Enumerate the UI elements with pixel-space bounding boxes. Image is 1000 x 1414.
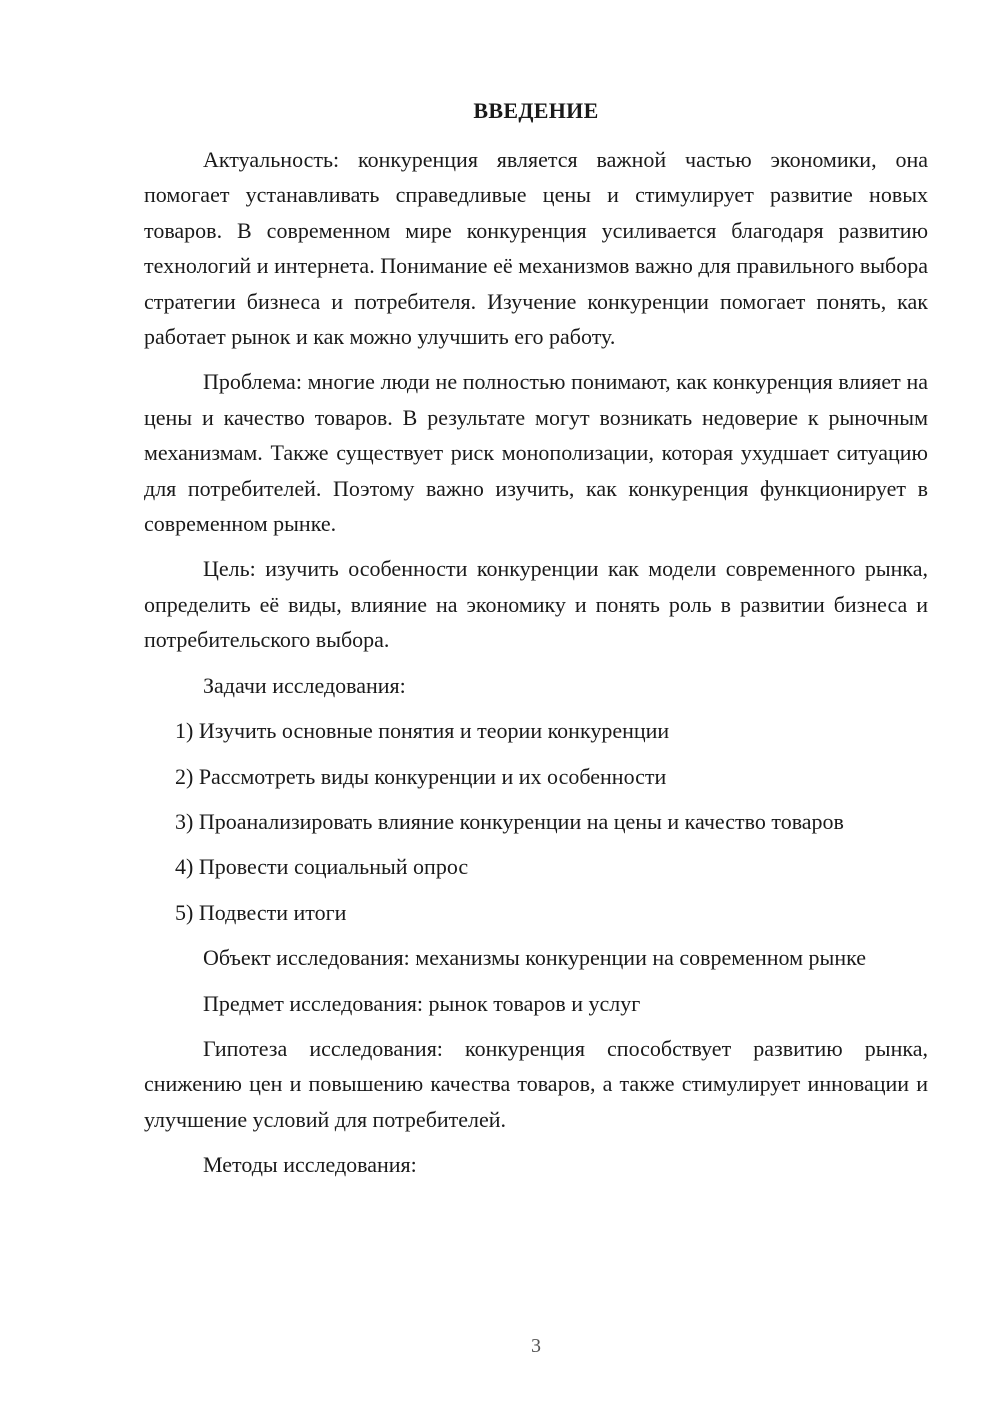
paragraph-problem: Проблема: многие люди не полностью понимают, как конкуренция влияет на цены и качество товаров. В результате могут возникать недоверие к рыночным механизмам. Также существует риск монополизации, которая ухудшает ситуацию для потребителей. Поэтому важно изучить, как конкуренция функционирует в современном рынке.: [144, 369, 928, 537]
page-number: 3: [531, 1335, 541, 1357]
paragraph-subject: Предмет исследования: рынок товаров и услуг: [203, 990, 641, 1016]
task-item: 3) Проанализировать влияние конкуренции на цены и качество товаров: [175, 808, 844, 834]
paragraph-object: Объект исследования: механизмы конкуренции на современном рынке: [203, 945, 867, 971]
paragraph-relevance: Актуальность: конкуренция является важной частью экономики, она помогает устанавливать справедливые цены и стимулирует развитие новых товаров. В современном мире конкуренция усиливается благодаря развитию технологий и интернета. Понимание её механизмов важно для правильного выбора стратегии бизнеса и потребителя. Изучение конкуренции помогает понять, как работает рынок и как можно улучшить его работу.: [144, 147, 928, 350]
task-item: 2) Рассмотреть виды конкуренции и их особенности: [175, 763, 667, 789]
task-item: 1) Изучить основные понятия и теории конкуренции: [175, 718, 670, 744]
paragraph-goal: Цель: изучить особенности конкуренции как модели современного рынка, определить её виды, влияние на экономику и понять роль в развитии бизнеса и потребительского выбора.: [144, 556, 928, 653]
task-item: 4) Провести социальный опрос: [175, 854, 469, 880]
paragraph-hypothesis: Гипотеза исследования: конкуренция способствует развитию рынка, снижению цен и повышению качества товаров, а также стимулирует инновации и улучшение условий для потребителей.: [144, 1035, 928, 1132]
document-page: [144, 96, 928, 1193]
task-item: 5) Подвести итоги: [175, 899, 347, 925]
tasks-heading: Задачи исследования:: [203, 672, 406, 698]
paragraph-methods: Методы исследования:: [203, 1152, 417, 1178]
page-title: ВВЕДЕНИЕ: [473, 98, 599, 123]
